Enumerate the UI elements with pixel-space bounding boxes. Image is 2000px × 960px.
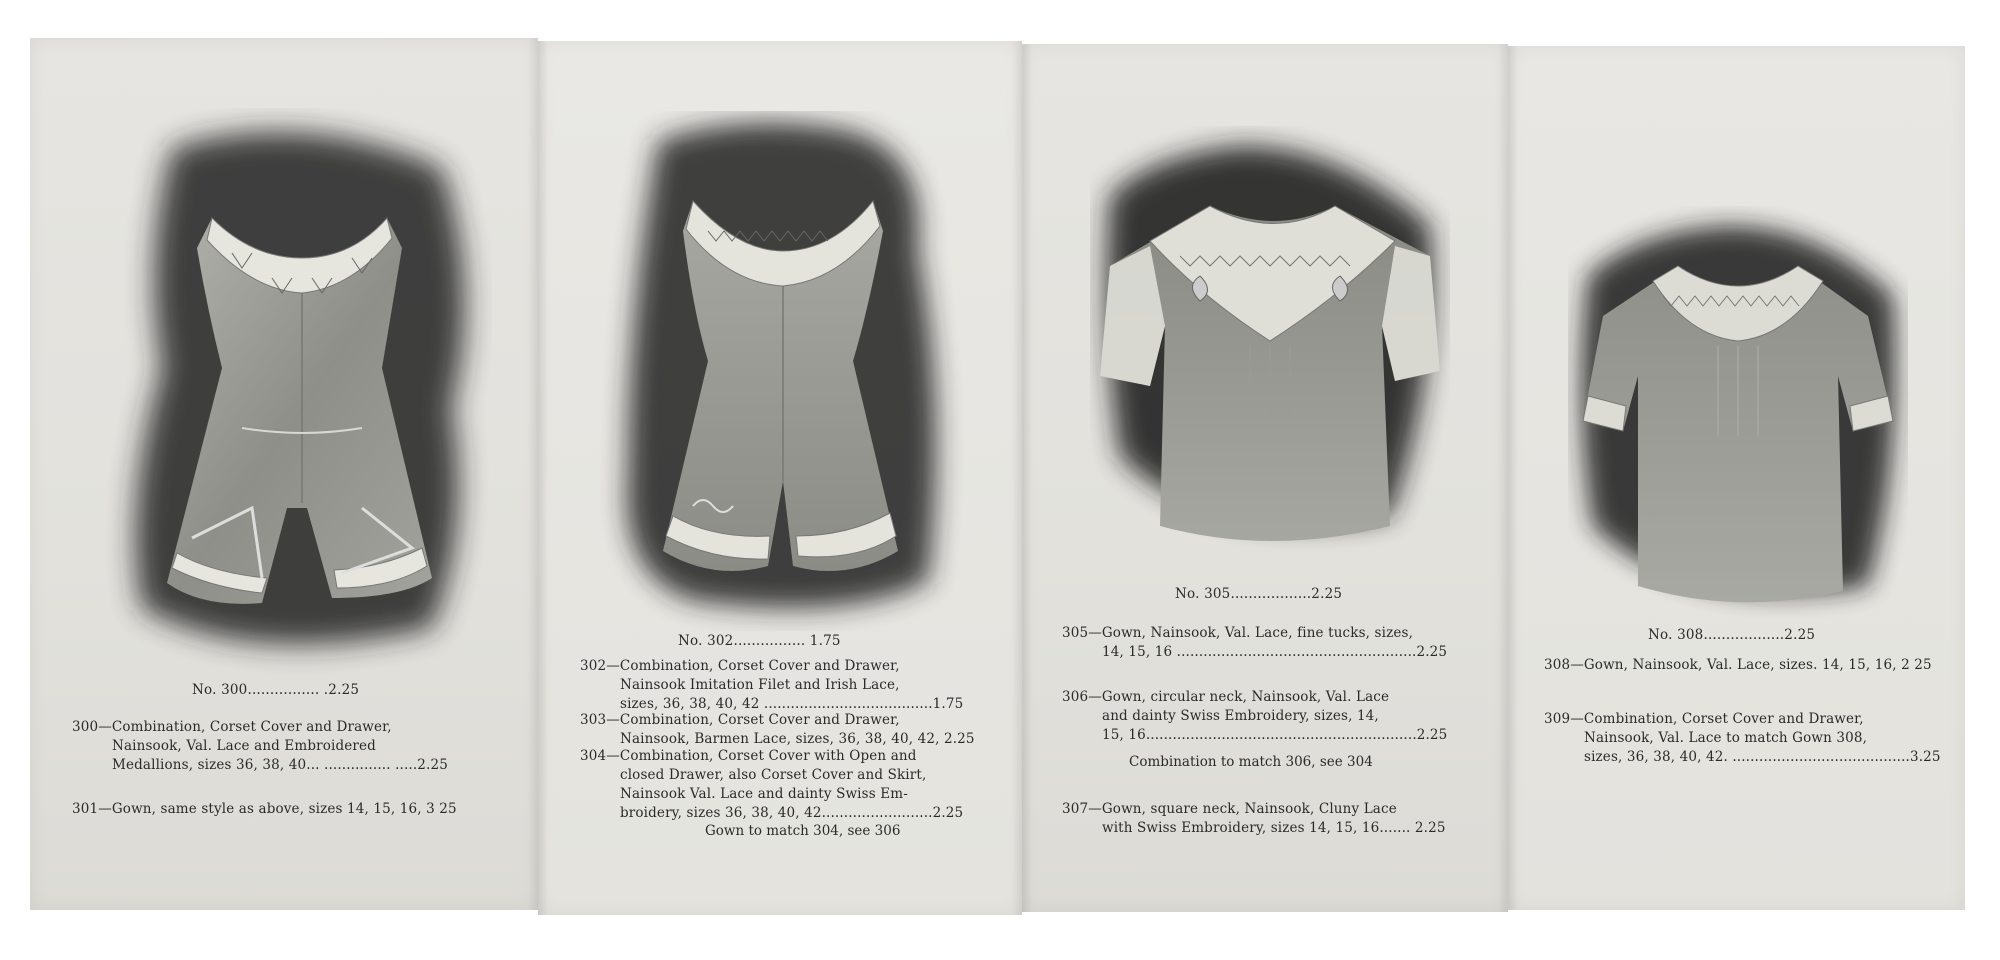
gown-308-image (1568, 206, 1908, 626)
entry-line: and dainty Swiss Embroidery, sizes, 14, (1102, 708, 1379, 724)
gown-305-image (1090, 126, 1450, 566)
item-entry-302 (580, 657, 963, 714)
combination-302-image (598, 111, 968, 631)
item-entry-305 (1062, 624, 1447, 662)
entry-line: Nainsook, Val. Lace and Embroidered (112, 738, 376, 754)
entry-line: broidery, sizes 36, 38, 40, 42.........................2.25 (620, 805, 964, 821)
item-entry-301 (72, 800, 457, 819)
item-caption: No. 302................ 1.75 (678, 633, 841, 649)
entry-line: 306—Gown, circular neck, Nainsook, Val. Lace (1062, 689, 1390, 705)
entry-line: 300—Combination, Corset Cover and Drawer, (72, 719, 392, 735)
entry-line: 303—Combination, Corset Cover and Drawer, (580, 712, 900, 728)
item-caption: No. 308..................2.25 (1648, 627, 1816, 643)
entry-line: with Swiss Embroidery, sizes 14, 15, 16....... 2.25 (1102, 820, 1446, 836)
item-entry-303 (580, 711, 975, 749)
entry-line: Nainsook Val. Lace and dainty Swiss Em- (620, 786, 908, 802)
entry-line: 15, 16.............................................................2.25 (1102, 727, 1448, 743)
item-entry-300 (72, 718, 448, 775)
entry-line: 307—Gown, square neck, Nainsook, Cluny Lace (1062, 801, 1397, 817)
cross-reference-note: Gown to match 304, see 306 (705, 823, 901, 839)
panel-3 (1022, 44, 1508, 912)
entry-line: 302—Combination, Corset Cover and Drawer, (580, 658, 900, 674)
item-entry-307 (1062, 800, 1446, 838)
entry-line: Nainsook, Val. Lace to match Gown 308, (1584, 730, 1868, 746)
combination-300-image (102, 108, 492, 678)
entry-line: 304—Combination, Corset Cover with Open and (580, 748, 917, 764)
entry-line: sizes, 36, 38, 40, 42 ......................................1.75 (620, 696, 964, 712)
entry-line: Medallions, sizes 36, 38, 40... ............... .....2.25 (112, 757, 448, 773)
panel-2 (538, 41, 1022, 915)
entry-line: Nainsook, Barmen Lace, sizes, 36, 38, 40, 42, 2.25 (620, 731, 975, 747)
item-caption: No. 305..................2.25 (1175, 586, 1343, 602)
entry-line: sizes, 36, 38, 40, 42. ........................................3.25 (1584, 749, 1941, 765)
item-entry-304 (580, 747, 963, 823)
entry-line: 14, 15, 16 ......................................................2.25 (1102, 644, 1448, 660)
item-entry-306 (1062, 688, 1447, 745)
entry-line: 308—Gown, Nainsook, Val. Lace, sizes. 14, 15, 16, 2 25 (1544, 657, 1932, 673)
entry-line: closed Drawer, also Corset Cover and Skirt, (620, 767, 927, 783)
entry-line: Nainsook Imitation Filet and Irish Lace, (620, 677, 900, 693)
panel-4 (1508, 46, 1965, 910)
cross-reference-note: Combination to match 306, see 304 (1129, 754, 1373, 770)
item-caption: No. 300................ .2.25 (192, 682, 360, 698)
catalog-brochure (30, 38, 1965, 915)
entry-line: 305—Gown, Nainsook, Val. Lace, fine tucks, sizes, (1062, 625, 1414, 641)
item-entry-308 (1544, 656, 1932, 675)
entry-line: 301—Gown, same style as above, sizes 14, 15, 16, 3 25 (72, 801, 457, 817)
entry-line: 309—Combination, Corset Cover and Drawer, (1544, 711, 1864, 727)
panel-1 (30, 38, 538, 910)
item-entry-309 (1544, 710, 1941, 767)
